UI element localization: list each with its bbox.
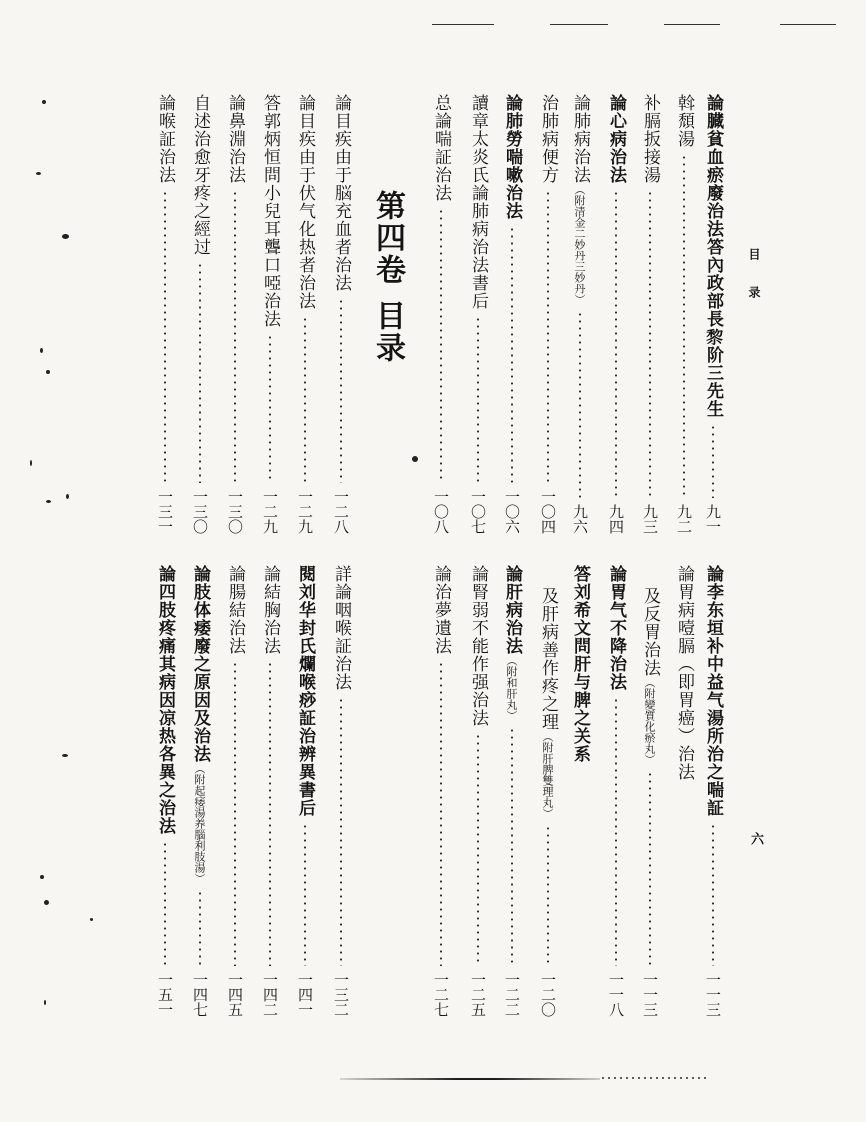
running-head-char: 目 xyxy=(747,248,761,260)
dot-leader xyxy=(547,825,549,966)
entry-page: 一一三 xyxy=(704,972,722,1017)
scan-speck xyxy=(44,1000,46,1005)
toc-entry xyxy=(156,565,173,1017)
toc-entry xyxy=(675,94,692,534)
entry-title: 答刘希文問肝与脾之关系 xyxy=(570,565,590,763)
entry-page: 一二〇 xyxy=(539,972,557,1017)
dot-leader xyxy=(340,697,342,966)
entry-title: 論心病治法 xyxy=(606,94,626,184)
entry-page: 九一 xyxy=(704,504,722,534)
entry-title: 論喉証治法 xyxy=(155,94,175,184)
dot-leader xyxy=(649,190,651,498)
toc-entry xyxy=(674,565,694,781)
dot-leader xyxy=(234,661,236,966)
scan-speck xyxy=(40,875,44,879)
entry-title: 論四肢疼痛其病因凉热各異之治法 xyxy=(155,565,175,835)
entry-page: 一五一 xyxy=(156,972,174,1017)
toc-entry xyxy=(503,565,520,1017)
dot-leader xyxy=(199,262,201,483)
entry-page: 一二二 xyxy=(503,972,521,1017)
toc-entry xyxy=(641,94,658,534)
dot-leader xyxy=(615,190,617,498)
entry-page: 一一三 xyxy=(641,972,659,1017)
dot-leader xyxy=(269,661,271,966)
dot-leader xyxy=(683,154,685,498)
entry-title: 及反胃治法 xyxy=(640,587,660,677)
scan-speck xyxy=(46,500,51,503)
toc-entry xyxy=(641,587,658,1017)
entry-page: 一〇七 xyxy=(469,489,487,534)
scan-speck xyxy=(66,494,69,499)
entry-page: 一〇八 xyxy=(432,489,450,534)
toc-entry xyxy=(226,94,243,534)
entry-page: 一二八 xyxy=(332,489,350,534)
entry-title: 論鼻淵治法 xyxy=(225,94,245,184)
entry-title: 总論喘証治法 xyxy=(431,94,451,202)
entry-title: 閱刘华封氏爛喉痧証治辨異書后 xyxy=(295,565,315,817)
dot-leader xyxy=(440,208,442,483)
toc-entry xyxy=(571,94,588,534)
scan-line xyxy=(432,24,494,25)
dot-leader xyxy=(234,190,236,483)
running-head-title xyxy=(748,248,760,298)
dot-leader xyxy=(579,311,581,498)
dot-leader xyxy=(164,190,166,483)
toc-entry xyxy=(226,565,243,1017)
entry-title: 論目疾由于伏气化热者治法 xyxy=(295,94,315,310)
scan-speck xyxy=(36,172,41,175)
entry-title: 論肝病治法 xyxy=(502,565,522,655)
entry-title: 讀章太炎氏論肺病治法書后 xyxy=(468,94,488,310)
entry-title: 答郭炳恒問小兒耳聾口啞治法 xyxy=(260,94,280,328)
entry-page: 一四五 xyxy=(226,972,244,1017)
dot-leader xyxy=(615,697,617,966)
entry-page: 一二九 xyxy=(296,489,314,534)
entry-title: 論肢体痿廢之原因及治法 xyxy=(190,565,210,763)
entry-page: 一二五 xyxy=(469,972,487,1017)
dot-leader xyxy=(477,316,479,483)
entry-page: 九二 xyxy=(675,504,693,534)
dot-leader xyxy=(340,298,342,483)
entry-page: 九四 xyxy=(607,504,625,534)
entry-note: （附肝脾雙理丸） xyxy=(541,731,554,819)
entry-page: 九三 xyxy=(641,504,659,534)
entry-page: 一一八 xyxy=(607,972,625,1017)
toc-entry xyxy=(191,565,208,1017)
toc-entry xyxy=(704,565,721,1017)
scan-speck xyxy=(412,456,418,462)
entry-title: 論胃病噎膈（即胃癌）治法 xyxy=(674,565,694,781)
entry-note: （附變質化瘀丸） xyxy=(643,677,656,765)
toc-entry xyxy=(539,94,556,534)
entry-title: 論胃气不降治法 xyxy=(606,565,626,691)
dot-leader xyxy=(511,727,513,966)
entry-title: 治肺病便方 xyxy=(538,94,558,184)
dot-leader xyxy=(304,823,306,966)
scan-line xyxy=(780,24,836,25)
entry-page: 九六 xyxy=(571,504,589,534)
toc-entry xyxy=(539,587,556,1017)
scan-speck xyxy=(46,370,50,374)
toc-entry xyxy=(469,565,486,1017)
scan-speck xyxy=(44,900,49,905)
toc-entry xyxy=(432,94,449,534)
page-number: 六 xyxy=(748,832,763,845)
toc-entry xyxy=(191,94,208,534)
scan-line xyxy=(664,24,720,25)
volume-heading xyxy=(370,190,405,364)
entry-page: 一〇六 xyxy=(503,489,521,534)
scan-speck xyxy=(62,754,68,757)
dot-leader xyxy=(164,841,166,966)
toc-entry xyxy=(503,94,520,534)
entry-page: 一四二 xyxy=(261,972,279,1017)
entry-page: 一二七 xyxy=(432,972,450,1017)
toc-entry xyxy=(156,94,173,534)
section-title: 目录 xyxy=(370,300,405,364)
dot-leader xyxy=(712,424,714,498)
toc-entry xyxy=(571,565,588,825)
entry-note: （附清金二妙丹三妙丹） xyxy=(573,184,586,305)
dot-leader xyxy=(440,661,442,966)
toc-entry xyxy=(469,94,486,534)
scan-line xyxy=(340,1078,600,1080)
toc-entry xyxy=(607,565,624,1017)
entry-page: 一三一 xyxy=(156,489,174,534)
scan-speck xyxy=(42,100,46,104)
scan-speck xyxy=(62,234,69,239)
entry-page: 一三二 xyxy=(332,972,350,1017)
entry-page: 一〇四 xyxy=(539,489,557,534)
entry-page: 一三〇 xyxy=(191,489,209,534)
entry-title: 論臓貧血瘀廢治法答內政部長𥟖阶三先生 xyxy=(703,94,723,418)
dot-leader xyxy=(269,334,271,483)
dot-leader xyxy=(649,771,651,966)
running-head-char: 录 xyxy=(747,286,761,298)
entry-title: 論肺勞喘嗽治法 xyxy=(502,94,522,220)
toc-entry xyxy=(607,94,624,534)
toc-entry xyxy=(296,94,313,534)
entry-page: 一三〇 xyxy=(226,489,244,534)
dot-leader xyxy=(304,316,306,483)
entry-title: 論李东垣补中益气湯所治之喘証 xyxy=(703,565,723,817)
entry-title: 及肝病善作疼之理 xyxy=(538,587,558,731)
dot-leader xyxy=(547,190,549,483)
toc-entry xyxy=(432,565,449,1017)
entry-title: 自述治愈牙疼之經过 xyxy=(190,94,210,256)
scan-line xyxy=(600,1077,710,1079)
volume-title: 第四卷 xyxy=(370,190,405,286)
scan-speck xyxy=(30,460,32,466)
entry-title: 論治夢遺法 xyxy=(431,565,451,655)
entry-page: 一四一 xyxy=(296,972,314,1017)
entry-title: 論目疾由于脳充血者治法 xyxy=(331,94,351,292)
entry-note: （附和肝丸） xyxy=(505,655,518,721)
dot-leader xyxy=(199,890,201,966)
entry-title: 論腎弱不能作强治法 xyxy=(468,565,488,727)
entry-title: 論肺病治法 xyxy=(570,94,590,184)
toc-entry xyxy=(261,94,278,534)
entry-title: 斡頹湯 xyxy=(674,94,694,148)
dot-leader xyxy=(712,823,714,966)
toc-entry xyxy=(332,565,349,1017)
entry-note: （附起痿湯养腦利肢湯） xyxy=(193,763,206,884)
dot-leader xyxy=(511,226,513,483)
entry-page: 一四七 xyxy=(191,972,209,1017)
scan-speck xyxy=(90,918,93,921)
toc-entry xyxy=(704,94,721,534)
toc-entry xyxy=(296,565,313,1017)
scan-line xyxy=(550,24,608,25)
scan-speck xyxy=(40,348,43,353)
toc-entry xyxy=(261,565,278,1017)
dot-leader xyxy=(477,733,479,966)
entry-title: 論結胸治法 xyxy=(260,565,280,655)
entry-title: 詳論咽喉証治法 xyxy=(331,565,351,691)
entry-page: 一二九 xyxy=(261,489,279,534)
toc-entry xyxy=(332,94,349,534)
entry-title: 补膈扳接湯 xyxy=(640,94,660,184)
entry-title: 論腸結治法 xyxy=(225,565,245,655)
